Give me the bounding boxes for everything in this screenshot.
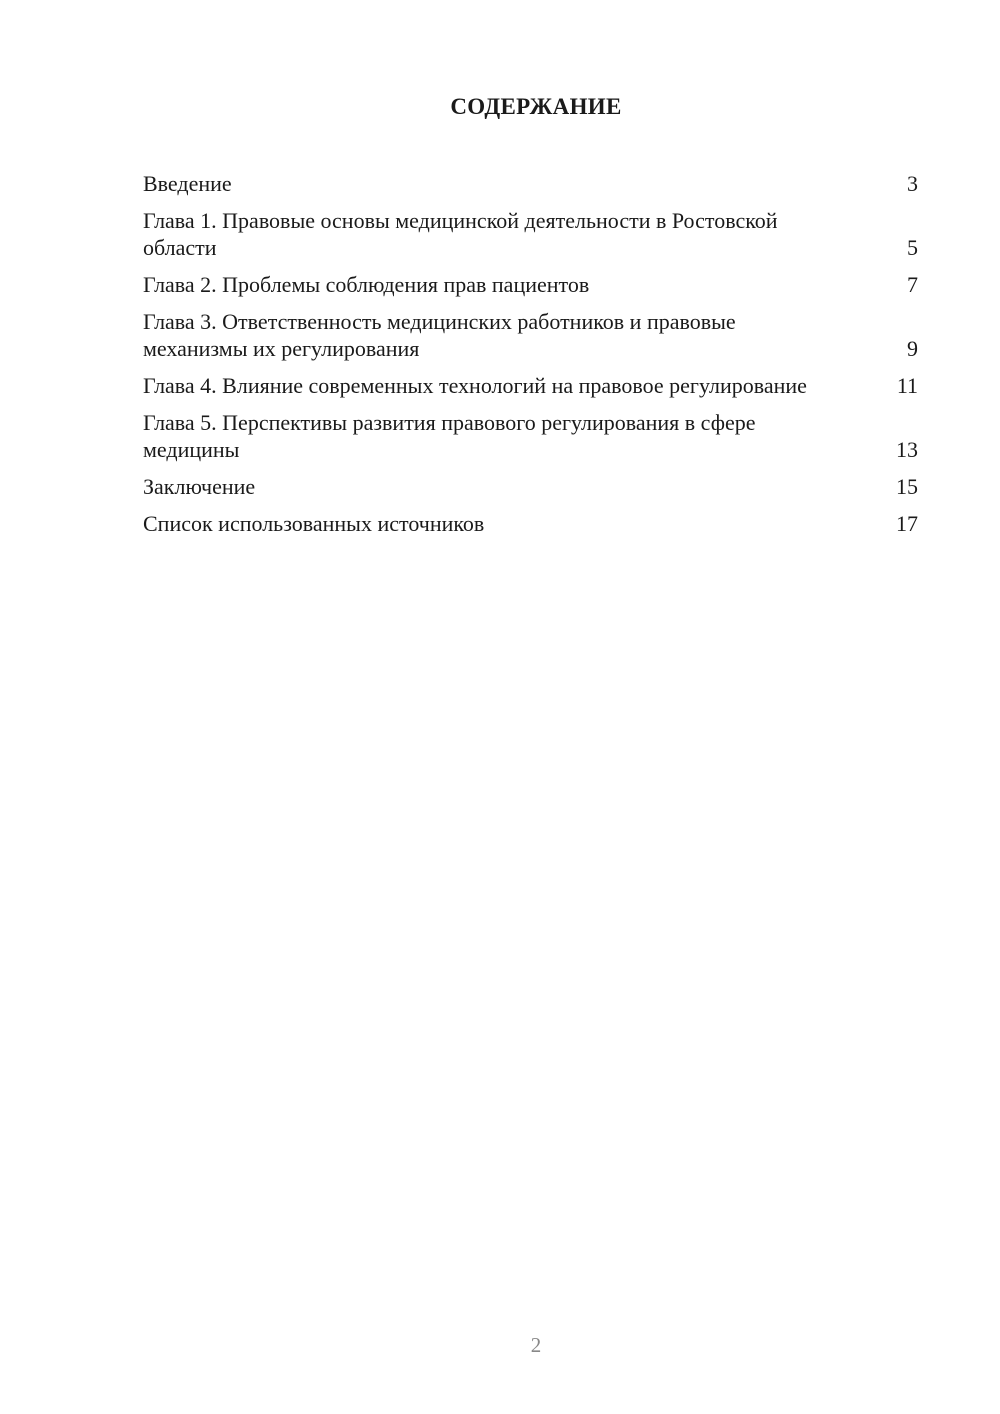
toc-entry-conclusion — [143, 473, 918, 500]
toc-entry-text: Список использованных источников — [143, 511, 485, 536]
toc-entry-page: 15 — [896, 474, 918, 499]
toc-entry-text: Глава 3. Ответственность медицинских работников и правовые механизмы их регулирования — [143, 309, 736, 361]
toc-entry-text: Глава 4. Влияние современных технологий на правовое регулирование — [143, 373, 807, 398]
toc-entry-references — [143, 510, 918, 537]
toc-entry-chapter-5 — [143, 409, 918, 463]
toc-entry-chapter-3 — [143, 308, 918, 362]
toc-entry-text: Введение — [143, 171, 232, 196]
toc-entry-introduction — [143, 170, 918, 197]
toc-entry-text: Глава 5. Перспективы развития правового регулирования в сфере медицины — [143, 410, 756, 462]
toc-entry-page: 9 — [907, 336, 918, 361]
toc-entry-page: 13 — [896, 437, 918, 462]
toc-entry-chapter-4 — [143, 372, 918, 399]
toc-entry-chapter-2 — [143, 271, 918, 298]
toc-entry-page: 11 — [896, 373, 918, 398]
toc-title: СОДЕРЖАНИЕ — [450, 94, 622, 119]
toc-entry-text: Глава 1. Правовые основы медицинской деятельности в Ростовской области — [143, 208, 778, 260]
toc-list — [143, 170, 918, 547]
toc-entry-page: 5 — [907, 235, 918, 260]
toc-entry-page: 7 — [907, 272, 918, 297]
toc-entry-page: 3 — [907, 171, 918, 196]
toc-entry-text: Заключение — [143, 474, 256, 499]
toc-entry-page: 17 — [896, 511, 918, 536]
toc-entry-text: Глава 2. Проблемы соблюдения прав пациентов — [143, 272, 590, 297]
toc-entry-chapter-1 — [143, 207, 918, 261]
page-number: 2 — [530, 1333, 542, 1357]
